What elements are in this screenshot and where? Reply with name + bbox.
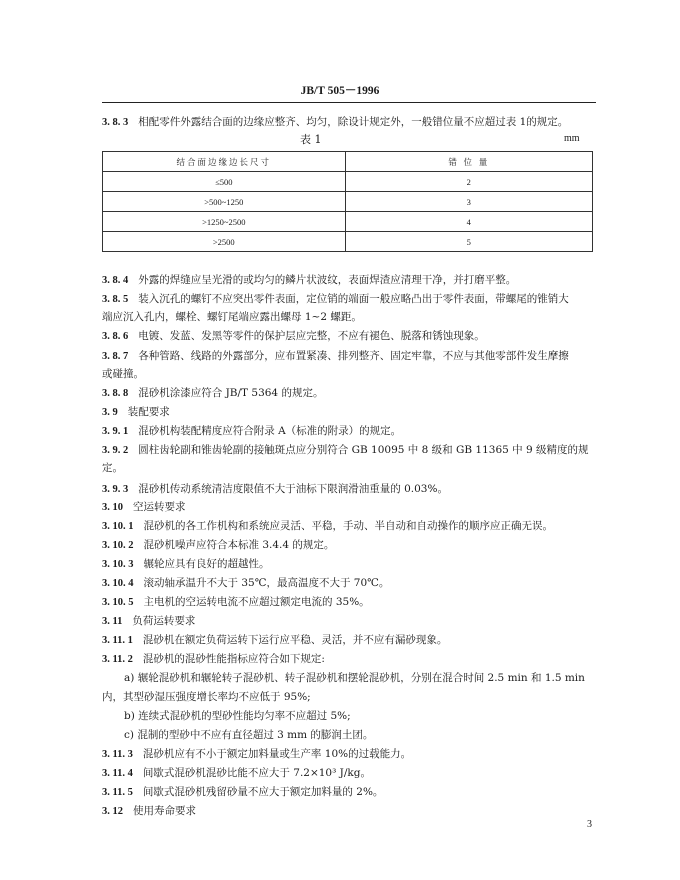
table-row <box>103 232 593 252</box>
clause-text-line2: 端应沉入孔内，螺栓、螺钉尾端应露出螺母 1~2 螺距。 <box>102 311 362 323</box>
clause-text: 外露的焊缝应呈光滑的或均匀的鳞片状波纹，表面焊渣应清理干净，并打磨平整。 <box>138 274 517 286</box>
clause-text: 混砂机噪声应符合本标准 3.4.4 的规定。 <box>143 539 335 551</box>
table-unit: mm <box>564 133 580 144</box>
clause-number: 3. 11. 5 <box>102 787 133 798</box>
list-item-text: b) 连续式混砂机的型砂性能均匀率不应超过 5%; <box>124 710 351 722</box>
clause-text: 混砂机构装配精度应符合附录 A（标准的附录）的规定。 <box>138 425 402 437</box>
offset-table <box>102 151 593 252</box>
clause-text: 主电机的空运转电流不应超过额定电流的 35%。 <box>143 596 370 608</box>
clause-number: 3. 11. 2 <box>102 654 133 665</box>
clause-3-8-7 <box>102 347 596 366</box>
clause-text: 滚动轴承温升不大于 35℃，最高温度不大于 70℃。 <box>143 577 390 589</box>
table-header-offset: 错 位 量 <box>345 152 592 172</box>
table-row <box>103 192 593 212</box>
section-number: 3. 11 <box>102 616 123 627</box>
section-title: 空运转要求 <box>133 501 186 513</box>
clause-text-line1: 各种管路、线路的外露部分，应布置紧凑、排列整齐、固定牢靠，不应与其他零部件发生摩擦 <box>138 350 569 362</box>
table-caption: 表 1 <box>300 133 322 146</box>
clause-text: 相配零件外露结合面的边缘应整齐、均匀，除设计规定外，一般错位量不应超过表 1的规定。 <box>138 116 569 128</box>
clause-text: 混砂机的混砂性能指标应符合如下规定: <box>142 653 325 665</box>
clause-3-11-2 <box>102 650 596 669</box>
section-3-10 <box>102 498 596 517</box>
page-number: 3 <box>587 819 592 830</box>
list-item-text-line1: a) 辗轮混砂机和辗轮转子混砂机、转子混砂机和摆轮混砂机，分别在混合时间 2.5 min 和 1.5 min <box>124 672 585 684</box>
table-cell-size: >2500 <box>103 232 346 252</box>
clause-3-11-5 <box>102 783 596 802</box>
clause-number: 3. 10. 1 <box>102 521 134 532</box>
clause-3-8-7-cont <box>102 365 596 383</box>
clause-3-8-3 <box>102 113 596 132</box>
clause-number: 3. 8. 8 <box>102 388 129 399</box>
clause-3-10-2 <box>102 536 596 555</box>
list-item-text-line2: 内，其型砂湿压强度增长率均不应低于 95%; <box>102 691 311 703</box>
section-number: 3. 9 <box>102 407 118 418</box>
clause-3-9-2 <box>102 441 596 460</box>
clause-3-9-3 <box>102 480 596 499</box>
clause-number: 3. 8. 6 <box>102 331 129 342</box>
clause-number: 3. 10. 4 <box>102 578 134 589</box>
table-header-row <box>103 152 593 172</box>
clause-text: 混砂机传动系统清洁度限值不大于油标下限润滑油重量的 0.03%。 <box>138 483 448 495</box>
clause-3-8-8 <box>102 384 596 403</box>
table-cell-size: ≤500 <box>103 172 346 192</box>
clause-3-8-5 <box>102 290 596 309</box>
section-title: 负荷运转要求 <box>132 615 196 627</box>
section-3-9 <box>102 403 596 422</box>
table-cell-offset: 2 <box>345 172 592 192</box>
list-item-text: c) 混制的型砂中不应有直径超过 3 mm 的膨润土团。 <box>124 729 374 741</box>
clause-text: 间歇式混砂机残留砂量不应大于额定加料量的 2%。 <box>142 786 384 798</box>
table-cell-size: >500~1250 <box>103 192 346 212</box>
section-title: 使用寿命要求 <box>133 805 196 817</box>
clause-number: 3. 8. 7 <box>102 351 129 362</box>
clause-text-line1: 装入沉孔的螺钉不应突出零件表面，定位销的端面一般应略凸出于零件表面，带螺尾的锥销大 <box>138 293 569 305</box>
clause-3-11-4 <box>102 764 596 783</box>
clause-3-8-4 <box>102 271 596 290</box>
clause-3-8-5-cont <box>102 308 596 326</box>
clause-3-11-3 <box>102 745 596 764</box>
section-3-11 <box>102 612 596 631</box>
clause-text-line2: 或碰撞。 <box>102 368 144 380</box>
clause-number: 3. 9. 2 <box>102 445 129 456</box>
clause-3-9-2-cont <box>102 459 596 477</box>
clause-text: 混砂机在额定负荷运转下运行应平稳、灵活，并不应有漏砂现象。 <box>142 634 448 646</box>
clause-3-9-1 <box>102 422 596 441</box>
section-number: 3. 10 <box>102 502 123 513</box>
clause-number: 3. 8. 4 <box>102 275 129 286</box>
clause-number: 3. 10. 3 <box>102 559 134 570</box>
clause-number: 3. 10. 2 <box>102 540 134 551</box>
clause-text-line1: 圆柱齿轮副和锥齿轮副的接触斑点应分别符合 GB 10095 中 8 级和 GB 11365 中 9 级精度的规 <box>138 444 589 456</box>
header-rule <box>102 102 596 103</box>
document-header: JB/T 505－1996 <box>300 85 380 97</box>
clause-3-11-1 <box>102 631 596 650</box>
clause-text: 电镀、发蓝、发黑等零件的保护层应完整，不应有褪色、脱落和锈蚀现象。 <box>138 330 485 342</box>
clause-number: 3. 9. 1 <box>102 426 129 437</box>
list-item-a-cont <box>102 688 596 706</box>
section-number: 3. 12 <box>102 806 123 817</box>
clause-text: 混砂机应有不小于额定加料量或生产率 10%的过载能力。 <box>142 748 412 760</box>
table-header-size: 结合面边缘边长尺寸 <box>103 152 346 172</box>
list-item-b <box>124 707 596 725</box>
clause-number: 3. 10. 5 <box>102 597 134 608</box>
clause-number: 3. 8. 3 <box>102 117 129 128</box>
table-cell-offset: 4 <box>345 212 592 232</box>
clause-text: 混砂机涂漆应符合 JB/T 5364 的规定。 <box>138 387 324 399</box>
table-row <box>103 212 593 232</box>
clause-3-10-3 <box>102 555 596 574</box>
section-3-12 <box>102 802 596 821</box>
clause-number: 3. 11. 4 <box>102 768 133 779</box>
clause-3-10-4 <box>102 574 596 593</box>
clause-text: 辗轮应具有良好的超越性。 <box>143 558 270 570</box>
clause-number: 3. 11. 1 <box>102 635 133 646</box>
table-cell-offset: 3 <box>345 192 592 212</box>
table-row <box>103 172 593 192</box>
table-cell-size: >1250~2500 <box>103 212 346 232</box>
table-cell-offset: 5 <box>345 232 592 252</box>
clause-text-line2: 定。 <box>102 462 123 474</box>
list-item-c <box>124 726 596 744</box>
clause-3-8-6 <box>102 327 596 346</box>
section-title: 装配要求 <box>127 406 170 418</box>
clause-3-10-5 <box>102 593 596 612</box>
clause-3-10-1 <box>102 517 596 536</box>
list-item-a <box>124 669 596 687</box>
clause-text: 间歇式混砂机混砂比能不应大于 7.2×10³ J/kg。 <box>142 767 371 779</box>
clause-number: 3. 11. 3 <box>102 749 133 760</box>
clause-number: 3. 8. 5 <box>102 294 129 305</box>
clause-text: 混砂机的各工作机构和系统应灵活、平稳，手动、半自动和自动操作的顺序应正确无误。 <box>143 520 553 532</box>
clause-number: 3. 9. 3 <box>102 484 129 495</box>
